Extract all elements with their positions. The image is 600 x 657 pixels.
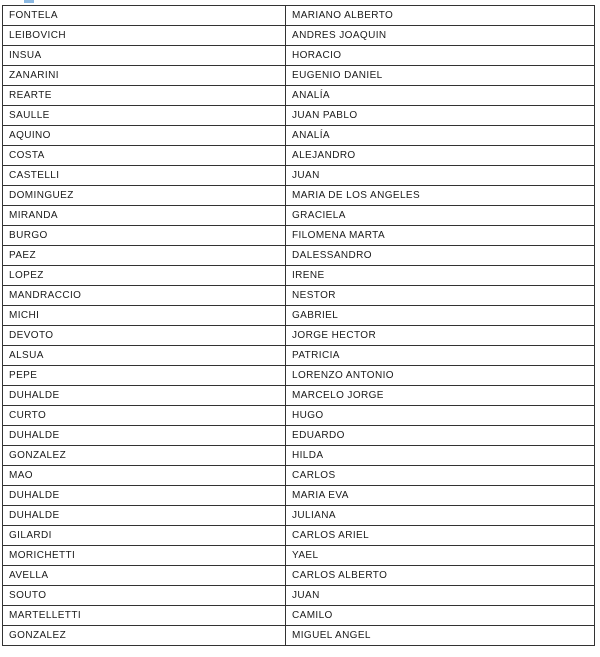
table-row xyxy=(3,426,595,446)
surname-cell[interactable]: COSTA xyxy=(3,146,286,166)
surname-cell[interactable]: MARTELLETTI xyxy=(3,606,286,626)
table-row xyxy=(3,46,595,66)
surname-cell[interactable]: PAEZ xyxy=(3,246,286,266)
surname-cell[interactable]: DUHALDE xyxy=(3,506,286,526)
surname-cell[interactable]: GILARDI xyxy=(3,526,286,546)
table-row xyxy=(3,226,595,246)
surname-cell[interactable]: REARTE xyxy=(3,86,286,106)
given-name-cell[interactable]: IRENE xyxy=(286,266,595,286)
surname-cell[interactable]: INSUA xyxy=(3,46,286,66)
given-name-cell[interactable]: EDUARDO xyxy=(286,426,595,446)
table-row xyxy=(3,626,595,646)
surname-cell[interactable]: SAULLE xyxy=(3,106,286,126)
given-name-cell[interactable]: MARCELO JORGE xyxy=(286,386,595,406)
given-name-cell[interactable]: ANALÍA xyxy=(286,126,595,146)
table-row xyxy=(3,586,595,606)
table-row xyxy=(3,606,595,626)
given-name-cell[interactable]: CARLOS xyxy=(286,466,595,486)
surname-cell[interactable]: FONTELA xyxy=(3,6,286,26)
surname-cell[interactable]: LEIBOVICH xyxy=(3,26,286,46)
table-row xyxy=(3,206,595,226)
table-row xyxy=(3,86,595,106)
surname-cell[interactable]: DUHALDE xyxy=(3,426,286,446)
surname-cell[interactable]: SOUTO xyxy=(3,586,286,606)
given-name-cell[interactable]: MARIA DE LOS ANGELES xyxy=(286,186,595,206)
given-name-cell[interactable]: MARIANO ALBERTO xyxy=(286,6,595,26)
given-name-cell[interactable]: JUAN PABLO xyxy=(286,106,595,126)
given-name-cell[interactable]: FILOMENA MARTA xyxy=(286,226,595,246)
surname-cell[interactable]: MORICHETTI xyxy=(3,546,286,566)
surname-cell[interactable]: DEVOTO xyxy=(3,326,286,346)
surname-cell[interactable]: GONZALEZ xyxy=(3,626,286,646)
table-row xyxy=(3,506,595,526)
table-row xyxy=(3,366,595,386)
table-row xyxy=(3,146,595,166)
table-row xyxy=(3,466,595,486)
surname-cell[interactable]: GONZALEZ xyxy=(3,446,286,466)
table-row xyxy=(3,246,595,266)
given-name-cell[interactable]: CAMILO xyxy=(286,606,595,626)
given-name-cell[interactable]: ANALÍA xyxy=(286,86,595,106)
table-row xyxy=(3,166,595,186)
table-row xyxy=(3,486,595,506)
given-name-cell[interactable]: GRACIELA xyxy=(286,206,595,226)
given-name-cell[interactable]: JUAN xyxy=(286,166,595,186)
given-name-cell[interactable]: JORGE HECTOR xyxy=(286,326,595,346)
given-name-cell[interactable]: CARLOS ALBERTO xyxy=(286,566,595,586)
surname-cell[interactable]: MICHI xyxy=(3,306,286,326)
surname-cell[interactable]: AQUINO xyxy=(3,126,286,146)
given-name-cell[interactable]: JUAN xyxy=(286,586,595,606)
given-name-cell[interactable]: NESTOR xyxy=(286,286,595,306)
surname-cell[interactable]: MANDRACCIO xyxy=(3,286,286,306)
surname-cell[interactable]: ZANARINI xyxy=(3,66,286,86)
table-row xyxy=(3,66,595,86)
names-sheet xyxy=(2,5,594,646)
given-name-cell[interactable]: HORACIO xyxy=(286,46,595,66)
surname-cell[interactable]: AVELLA xyxy=(3,566,286,586)
surname-cell[interactable]: DUHALDE xyxy=(3,486,286,506)
selection-handle-mark xyxy=(24,0,34,3)
table-row xyxy=(3,526,595,546)
given-name-cell[interactable]: LORENZO ANTONIO xyxy=(286,366,595,386)
names-table-body xyxy=(3,6,595,646)
surname-cell[interactable]: MIRANDA xyxy=(3,206,286,226)
names-table xyxy=(2,5,595,646)
table-row xyxy=(3,446,595,466)
given-name-cell[interactable]: EUGENIO DANIEL xyxy=(286,66,595,86)
table-row xyxy=(3,546,595,566)
table-row xyxy=(3,6,595,26)
surname-cell[interactable]: LOPEZ xyxy=(3,266,286,286)
given-name-cell[interactable]: ANDRES JOAQUIN xyxy=(286,26,595,46)
given-name-cell[interactable]: CARLOS ARIEL xyxy=(286,526,595,546)
surname-cell[interactable]: MAO xyxy=(3,466,286,486)
table-row xyxy=(3,326,595,346)
given-name-cell[interactable]: HUGO xyxy=(286,406,595,426)
given-name-cell[interactable]: JULIANA xyxy=(286,506,595,526)
table-row xyxy=(3,126,595,146)
surname-cell[interactable]: ALSUA xyxy=(3,346,286,366)
table-row xyxy=(3,26,595,46)
surname-cell[interactable]: CURTO xyxy=(3,406,286,426)
given-name-cell[interactable]: MARIA EVA xyxy=(286,486,595,506)
table-row xyxy=(3,186,595,206)
table-row xyxy=(3,286,595,306)
given-name-cell[interactable]: HILDA xyxy=(286,446,595,466)
surname-cell[interactable]: PEPE xyxy=(3,366,286,386)
table-row xyxy=(3,306,595,326)
surname-cell[interactable]: DUHALDE xyxy=(3,386,286,406)
given-name-cell[interactable]: GABRIEL xyxy=(286,306,595,326)
given-name-cell[interactable]: ALEJANDRO xyxy=(286,146,595,166)
surname-cell[interactable]: CASTELLI xyxy=(3,166,286,186)
given-name-cell[interactable]: MIGUEL ANGEL xyxy=(286,626,595,646)
table-row xyxy=(3,386,595,406)
table-row xyxy=(3,406,595,426)
table-row xyxy=(3,106,595,126)
surname-cell[interactable]: DOMINGUEZ xyxy=(3,186,286,206)
given-name-cell[interactable]: PATRICIA xyxy=(286,346,595,366)
table-row xyxy=(3,266,595,286)
given-name-cell[interactable]: YAEL xyxy=(286,546,595,566)
surname-cell[interactable]: BURGO xyxy=(3,226,286,246)
given-name-cell[interactable]: DALESSANDRO xyxy=(286,246,595,266)
table-row xyxy=(3,346,595,366)
table-row xyxy=(3,566,595,586)
